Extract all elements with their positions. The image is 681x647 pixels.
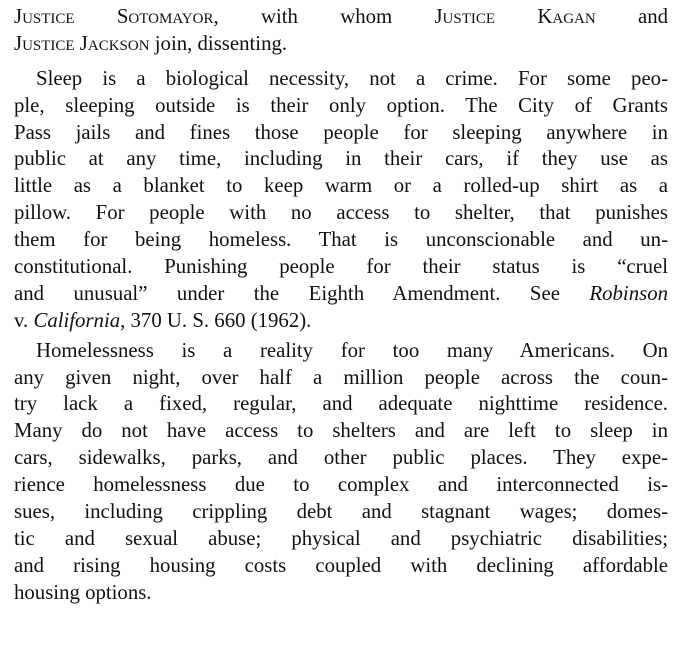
case-name-california: California	[33, 308, 121, 332]
p2-line-8: tic and sexual abuse; physical and psychiatric disabilities;	[14, 526, 668, 550]
p1-line-6: pillow. For people with no access to shelter, that punishes	[14, 201, 668, 225]
heading-tail: join, dissenting.	[149, 31, 288, 55]
p2-line-7: sues, including crippling debt and stagnant wages; domes-	[14, 500, 668, 524]
p1-line-9-text: and unusual” under the Eighth Amendment. See	[14, 281, 560, 305]
heading-and: and	[595, 5, 668, 28]
case-name-robinson: Robinson	[589, 281, 668, 305]
p2-line-1: Homelessness is a reality for too many Americans. On	[36, 338, 668, 362]
p2-line-10: housing options.	[14, 580, 152, 604]
p1-line-1: Sleep is a biological necessity, not a crime. For some peo-	[36, 66, 668, 90]
opinion-page	[14, 0, 668, 607]
case-citation: , 370 U. S. 660 (1962).	[120, 308, 312, 332]
dissent-heading-line-1	[14, 4, 668, 31]
p1-line-9	[14, 281, 668, 308]
p2-line-4: Many do not have access to shelters and are left to sleep in	[14, 419, 668, 443]
p1-line-4: public at any time, including in their cars, if they use as	[14, 147, 668, 171]
dissent-heading-line-2	[14, 31, 668, 58]
p2-line-5: cars, sidewalks, parks, and other public places. They expe-	[14, 446, 668, 470]
p2-line-3: try lack a fixed, regular, and adequate nighttime residence.	[14, 392, 668, 416]
p2-line-2: any given night, over half a million people across the coun-	[14, 365, 668, 389]
heading-connector: , with whom	[213, 5, 435, 28]
paragraph-gap	[14, 58, 668, 66]
p1-line-3: Pass jails and fines those people for sleeping anywhere in	[14, 120, 668, 144]
p2-line-6: rience homelessness due to complex and interconnected is-	[14, 473, 668, 497]
justice-kagan: Justice Kagan	[434, 5, 596, 28]
case-v: v.	[14, 308, 29, 332]
justice-jackson: Justice Jackson	[14, 31, 150, 55]
p1-line-7: them for being homeless. That is unconscionable and un-	[14, 228, 668, 252]
p2-line-9: and rising housing costs coupled with declining affordable	[14, 553, 668, 577]
p1-line-10	[14, 308, 668, 335]
p1-line-5: little as a blanket to keep warm or a rolled-up shirt as a	[14, 174, 668, 198]
justice-sotomayor: Justice Sotomayor	[14, 5, 214, 28]
p1-line-2: ple, sleeping outside is their only option. The City of Grants	[14, 93, 668, 117]
p1-line-8: constitutional. Punishing people for their status is “cruel	[14, 255, 668, 279]
